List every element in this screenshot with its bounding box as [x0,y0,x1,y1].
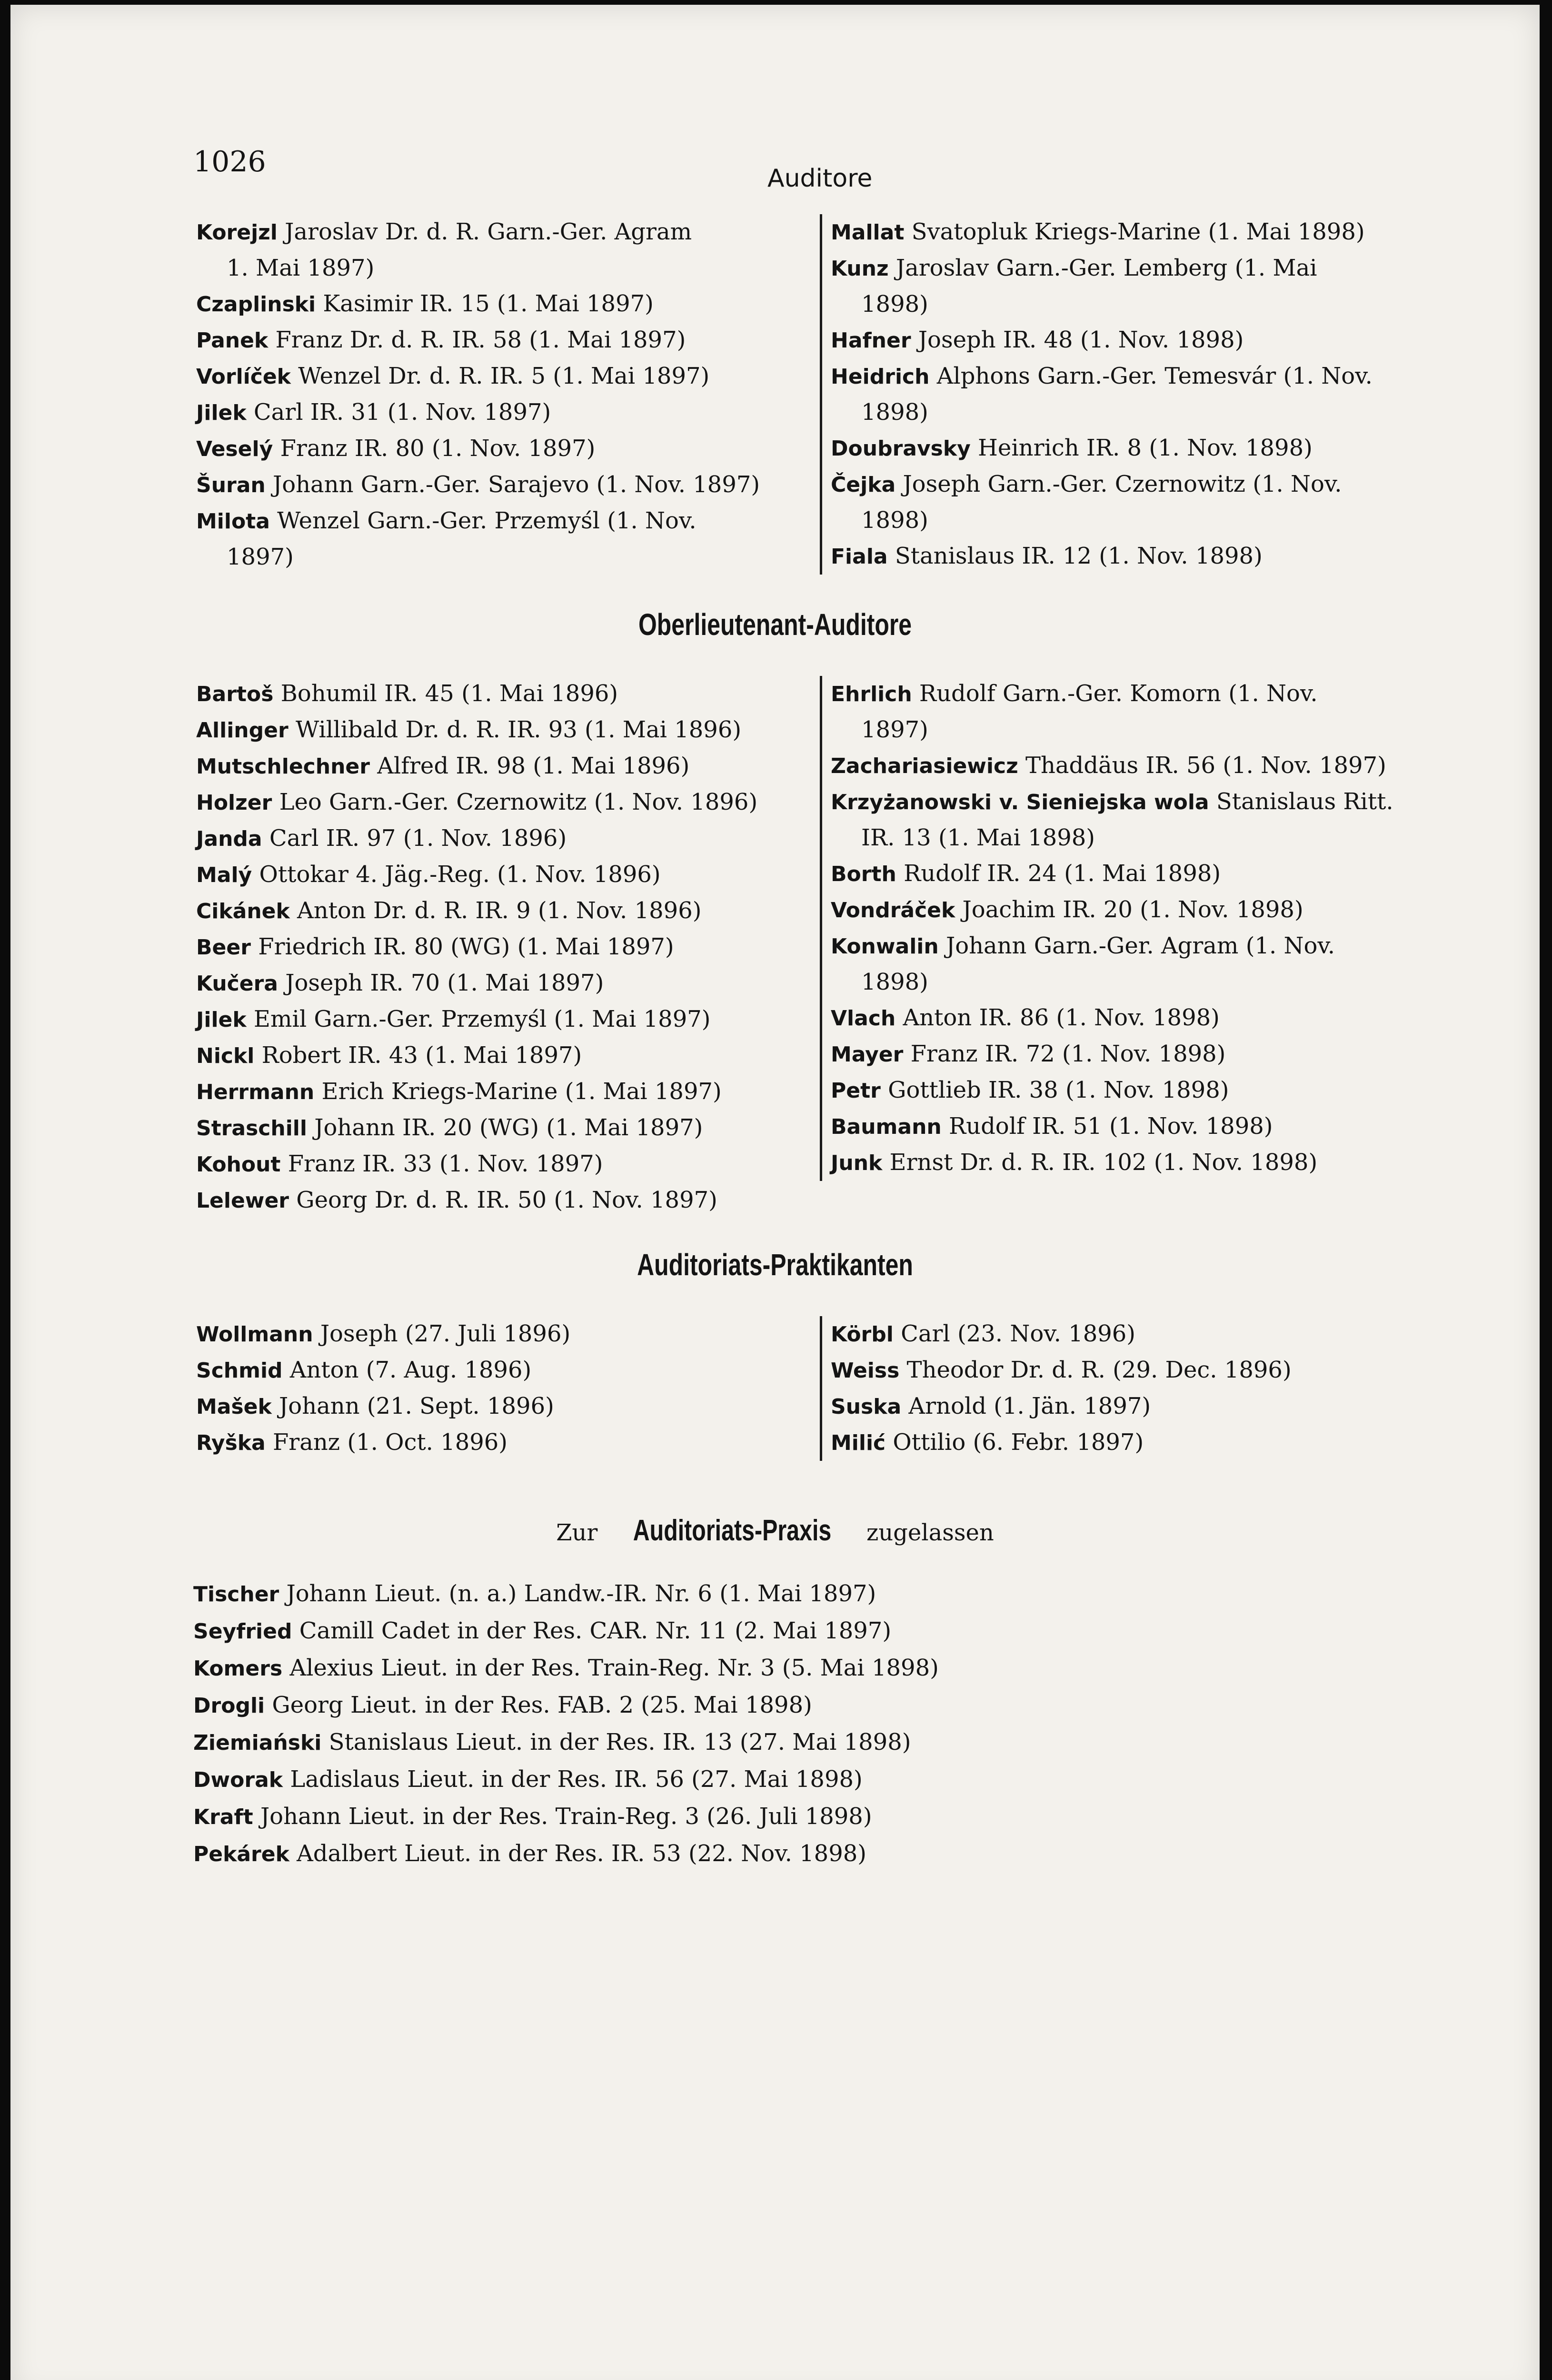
entry-text: Gottlieb IR. 38 (1. Nov. 1898) [888,1077,1229,1103]
list-item [196,784,806,821]
entry-text: Carl IR. 97 (1. Nov. 1896) [269,825,567,852]
list-item [831,214,1459,250]
running-head: Auditore [767,164,873,193]
entry-text: Alphons Garn.-Ger. Temesvár (1. Nov. [936,363,1373,389]
entry-text: Thaddäus IR. 56 (1. Nov. 1897) [1025,752,1386,779]
list-item [193,1761,1479,1798]
list-item [831,1145,1459,1181]
entry-name: Holzer [196,791,272,815]
entry-name: Petr [831,1079,881,1103]
entry-text: Georg Dr. d. R. IR. 50 (1. Nov. 1897) [296,1187,717,1213]
entry-name: Cikánek [196,899,290,923]
entry-name: Heidrich [831,365,930,389]
entry-continuation: 1898) [861,969,928,995]
entry-name: Milić [831,1431,886,1455]
entry-name: Malý [196,863,252,887]
entry-name: Nickl [196,1044,255,1068]
entry-name: Vorlíček [196,365,291,389]
entry-name: Janda [196,827,262,851]
praktikanten-right-column [820,1316,1459,1461]
list-item [196,712,806,748]
list-item [196,965,806,1002]
entry-continuation: 1898) [861,291,928,317]
entry-text: Joseph Garn.-Ger. Czernowitz (1. Nov. [903,471,1342,497]
list-item [193,1724,1479,1761]
entry-text: Jaroslav Dr. d. R. Garn.-Ger. Agram [285,218,692,245]
entry-name: Jilek [196,401,247,425]
entry-text: Theodor Dr. d. R. (29. Dec. 1896) [906,1357,1292,1383]
entry-name: Milota [196,509,270,534]
list-item [196,893,806,929]
oberlieutenant-right-column [820,676,1459,1181]
entry-name: Dworak [193,1768,283,1792]
entry-text: Rudolf IR. 51 (1. Nov. 1898) [949,1113,1273,1140]
document-page [10,5,1540,2380]
list-item [196,431,806,467]
entry-name: Pekárek [193,1842,289,1866]
entry-text: Joachim IR. 20 (1. Nov. 1898) [962,896,1303,923]
entry-name: Herrmann [196,1080,315,1104]
list-item [196,1002,806,1038]
entry-text: Camill Cadet in der Res. CAR. Nr. 11 (2. Mai 1897) [299,1617,892,1644]
entry-text: Arnold (1. Jän. 1897) [908,1393,1151,1419]
entry-name: Jilek [196,1008,247,1032]
entry-text: Joseph IR. 70 (1. Mai 1897) [285,970,604,996]
list-item [196,1425,806,1461]
entry-text: Friedrich IR. 80 (WG) (1. Mai 1897) [258,933,674,960]
list-item [196,1038,806,1074]
list-item [196,929,806,965]
entry-text: Ladislaus Lieut. in der Res. IR. 56 (27. Mai 1898) [290,1766,863,1793]
entry-text: Franz Dr. d. R. IR. 58 (1. Mai 1897) [275,327,686,353]
entry-name: Wollmann [196,1322,313,1347]
entry-text: Emil Garn.-Ger. Przemyśl (1. Mai 1897) [253,1006,711,1032]
entry-text: Ottokar 4. Jäg.-Reg. (1. Nov. 1896) [259,861,661,888]
entry-continuation: 1897) [227,544,294,570]
entry-text: Ernst Dr. d. R. IR. 102 (1. Nov. 1898) [889,1149,1318,1176]
entry-name: Komers [193,1656,283,1681]
list-item [196,1352,806,1388]
entry-text: Johann Lieut. in der Res. Train-Reg. 3 (26. Juli 1898) [260,1803,872,1830]
entry-name: Tischer [193,1582,279,1606]
auditore-right-column [820,214,1459,575]
entry-name: Panek [196,328,269,353]
entry-name: Lelewer [196,1189,289,1213]
section-heading-praktikanten: Auditoriats-Praktikanten [637,1248,913,1282]
entry-text: Johann Lieut. (n. a.) Landw.-IR. Nr. 6 (1. Mai 1897) [286,1580,876,1607]
list-item [831,1388,1459,1425]
entry-text: Franz IR. 80 (1. Nov. 1897) [280,435,596,462]
entry-text: Willibald Dr. d. R. IR. 93 (1. Mai 1896) [295,716,742,743]
entry-name: Korejzl [196,220,278,245]
list-item [193,1687,1479,1724]
entry-name: Kučera [196,972,278,996]
entry-text: Ottilio (6. Febr. 1897) [893,1429,1144,1456]
list-item [196,1182,806,1219]
auditore-left-column [196,214,806,575]
entry-text: Wenzel Garn.-Ger. Przemyśl (1. Nov. [277,507,696,534]
entry-name: Mašek [196,1395,272,1419]
entry-text: Anton IR. 86 (1. Nov. 1898) [903,1004,1220,1031]
entry-text: Jaroslav Garn.-Ger. Lemberg (1. Mai [895,255,1317,281]
entry-name: Straschill [196,1116,307,1140]
entry-text: Adalbert Lieut. in der Res. IR. 53 (22. Nov. 1898) [297,1840,867,1867]
list-item [196,1074,806,1110]
list-item [196,286,806,322]
entry-text: Joseph (27. Juli 1896) [320,1320,571,1347]
list-item [831,466,1459,503]
entry-text: Johann IR. 20 (WG) (1. Mai 1897) [314,1114,703,1141]
entry-continuation: IR. 13 (1. Mai 1898) [861,824,1095,851]
oberlieutenant-left-column [196,676,806,1219]
entry-text: Franz IR. 33 (1. Nov. 1897) [288,1150,603,1177]
entry-name: Bartoš [196,682,274,706]
list-item [831,928,1459,964]
entry-name: Fiala [831,545,888,569]
entry-name: Hafner [831,328,911,353]
entry-text: Leo Garn.-Ger. Czernowitz (1. Nov. 1896) [279,789,758,815]
entry-text: Heinrich IR. 8 (1. Nov. 1898) [978,435,1313,461]
entry-name: Mayer [831,1042,904,1067]
entry-name: Borth [831,862,896,886]
entry-text: Johann Garn.-Ger. Agram (1. Nov. [945,932,1335,959]
list-item [196,676,806,712]
list-item [193,1576,1479,1613]
entry-name: Seyfried [193,1619,292,1644]
list-item [193,1650,1479,1687]
list-item [831,1425,1459,1461]
entry-name: Vondráček [831,898,955,922]
entry-name: Kohout [196,1152,281,1177]
entry-continuation: 1. Mai 1897) [227,255,375,281]
list-item [831,892,1459,928]
entry-name: Beer [196,935,251,960]
entry-text: Anton Dr. d. R. IR. 9 (1. Nov. 1896) [297,897,702,924]
entry-name: Mutschlechner [196,754,370,779]
entry-text: Franz (1. Oct. 1896) [273,1429,508,1456]
entry-name: Schmid [196,1359,283,1383]
list-item [196,214,806,250]
entry-continuation: 1898) [861,399,928,426]
entry-text: Franz IR. 72 (1. Nov. 1898) [910,1041,1226,1067]
entry-name: Vlach [831,1006,896,1031]
entry-text: Rudolf IR. 24 (1. Mai 1898) [904,860,1221,887]
entry-text: Wenzel Dr. d. R. IR. 5 (1. Mai 1897) [298,363,710,389]
entry-text: Anton (7. Aug. 1896) [289,1357,532,1383]
list-item [831,1109,1459,1145]
entry-name: Allinger [196,718,289,743]
list-item [831,358,1459,395]
entry-text: Carl (23. Nov. 1896) [901,1320,1136,1347]
page-number: 1026 [193,145,266,178]
list-item [196,857,806,893]
entry-name: Krzyżanowski v. Sieniejska wola [831,790,1209,814]
list-item [196,503,806,539]
entry-continuation: 1897) [861,716,928,743]
entry-text: Johann (21. Sept. 1896) [279,1393,554,1419]
entry-text: Carl IR. 31 (1. Nov. 1897) [253,399,551,426]
list-item [831,676,1459,712]
praxis-heading-pre: Zur [556,1519,598,1546]
entry-text: Bohumil IR. 45 (1. Mai 1896) [280,680,618,707]
list-item [193,1835,1479,1873]
entry-text: Kasimir IR. 15 (1. Mai 1897) [323,290,654,317]
list-item [196,358,806,395]
list-item [196,1146,806,1182]
entry-text: Robert IR. 43 (1. Mai 1897) [261,1042,582,1069]
praxis-heading-main: Auditoriats-Praxis [633,1514,831,1547]
entry-text: Georg Lieut. in der Res. FAB. 2 (25. Mai 1898) [272,1692,812,1718]
list-item [831,1072,1459,1109]
list-item [831,1036,1459,1072]
entry-text: Svatopluk Kriegs-Marine (1. Mai 1898) [911,218,1365,245]
entry-name: Kraft [193,1805,253,1829]
section-heading-oberlieutenant: Oberlieutenant-Auditore [638,607,912,642]
list-item [193,1613,1479,1650]
entry-text: Erich Kriegs-Marine (1. Mai 1897) [321,1078,722,1105]
entry-name: Baumann [831,1115,942,1139]
entry-name: Veselý [196,437,273,461]
praktikanten-left-column [196,1316,806,1461]
list-item [831,250,1459,287]
list-item [831,1000,1459,1036]
list-item [831,748,1459,784]
entry-name: Ryška [196,1431,266,1455]
list-item [196,322,806,358]
entry-name: Weiss [831,1359,900,1383]
entry-text: Rudolf Garn.-Ger. Komorn (1. Nov. [919,680,1318,707]
list-item [831,322,1459,358]
entry-name: Čejka [831,473,896,497]
entry-name: Körbl [831,1322,894,1347]
entry-name: Doubravsky [831,436,971,461]
entry-name: Ziemiański [193,1731,322,1755]
entry-text: Stanislaus Lieut. in der Res. IR. 13 (27. Mai 1898) [328,1729,911,1755]
list-item [196,1110,806,1146]
list-item [196,748,806,784]
list-item [196,1388,806,1425]
list-item [193,1798,1479,1835]
list-item [196,395,806,431]
entry-text: Alfred IR. 98 (1. Mai 1896) [377,753,690,779]
praxis-heading-post: zugelassen [866,1519,994,1546]
entry-name: Czaplinski [196,292,316,317]
entry-name: Suska [831,1395,902,1419]
list-item [831,1316,1459,1352]
entry-name: Drogli [193,1694,265,1718]
list-item [831,1352,1459,1388]
list-item [831,856,1459,892]
entry-name: Mallat [831,220,905,245]
section-heading-praxis [10,1514,1540,1547]
entry-text: Joseph IR. 48 (1. Nov. 1898) [918,327,1244,353]
entry-name: Zachariasiewicz [831,754,1018,778]
list-item [196,1316,806,1352]
entry-text: Stanislaus Ritt. [1216,788,1393,815]
praxis-list [193,1576,1479,1873]
entry-name: Junk [831,1151,883,1175]
entry-name: Konwalin [831,934,939,959]
entry-text: Johann Garn.-Ger. Sarajevo (1. Nov. 1897) [273,471,760,498]
list-item [831,430,1459,466]
list-item [831,538,1459,575]
entry-name: Kunz [831,257,889,281]
entry-text: Alexius Lieut. in der Res. Train-Reg. Nr. 3 (5. Mai 1898) [289,1655,939,1681]
list-item [831,784,1459,820]
entry-text: Stanislaus IR. 12 (1. Nov. 1898) [895,543,1263,569]
entry-name: Šuran [196,473,266,497]
list-item [196,467,806,503]
entry-name: Ehrlich [831,682,912,706]
list-item [196,821,806,857]
entry-continuation: 1898) [861,507,928,534]
